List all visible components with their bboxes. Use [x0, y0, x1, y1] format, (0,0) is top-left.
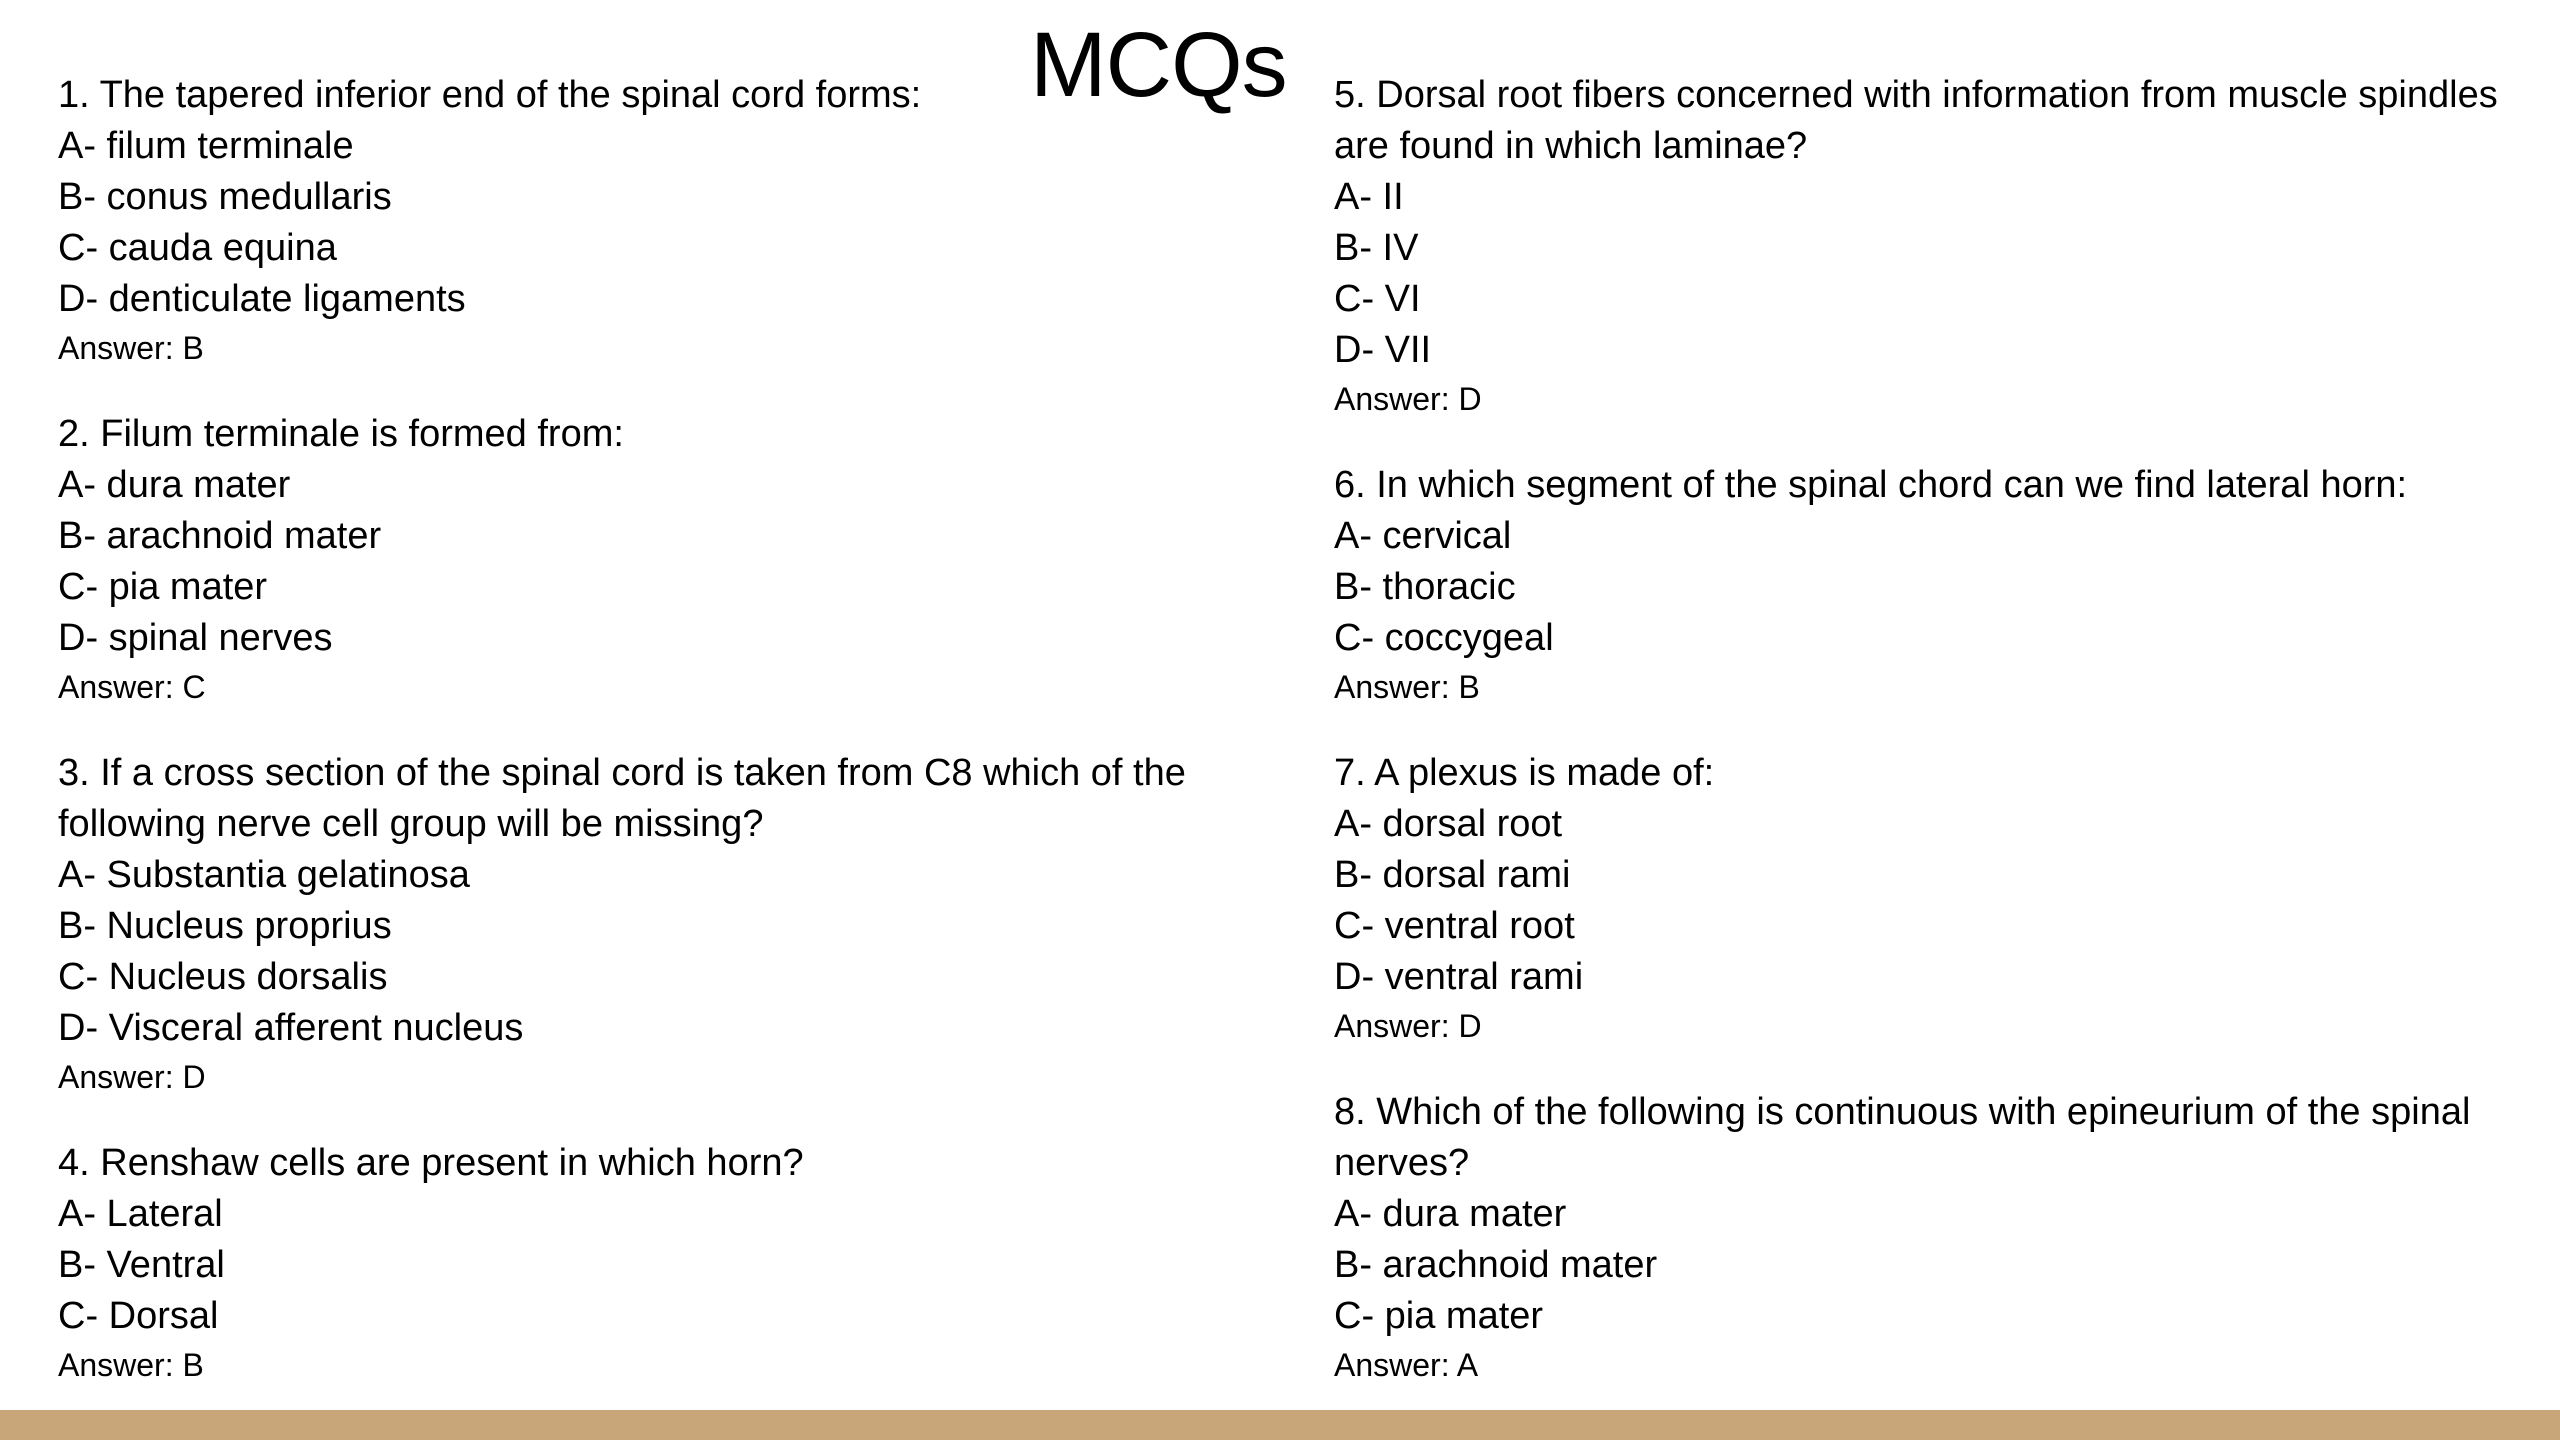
option-b: B- arachnoid mater	[1334, 1244, 1658, 1286]
option-b: B- Ventral	[58, 1244, 225, 1286]
option-d: D- spinal nerves	[58, 617, 333, 659]
option-b: B- thoracic	[1334, 566, 1516, 608]
answer-label: Answer: B	[1334, 669, 1480, 705]
question-text: 6. In which segment of the spinal chord can we find lateral horn:	[1334, 464, 2408, 506]
option-a: A- Substantia gelatinosa	[58, 854, 470, 896]
option-a: A- cervical	[1334, 515, 1512, 557]
option-b: B- conus medullaris	[58, 176, 392, 218]
question-text: 1. The tapered inferior end of the spinal cord forms:	[58, 74, 922, 116]
option-c: C- Dorsal	[58, 1295, 219, 1337]
page-title: MCQs	[1030, 14, 1287, 116]
question-text: 4. Renshaw cells are present in which horn?	[58, 1142, 804, 1184]
answer-label: Answer: D	[1334, 1008, 1482, 1044]
option-c: C- VI	[1334, 278, 1421, 320]
option-a: A- dura mater	[1334, 1193, 1567, 1235]
option-d: D- Visceral afferent nucleus	[58, 1007, 524, 1049]
answer-label: Answer: A	[1334, 1347, 1479, 1383]
question-1	[58, 70, 1278, 371]
option-a: A- II	[1334, 176, 1404, 218]
option-d: D- ventral rami	[1334, 956, 1584, 998]
option-d: D- denticulate ligaments	[58, 278, 466, 320]
question-text: 7. A plexus is made of:	[1334, 752, 1715, 794]
question-text: 2. Filum terminale is formed from:	[58, 413, 624, 455]
option-c: C- Nucleus dorsalis	[58, 956, 388, 998]
question-text: 5. Dorsal root fibers concerned with information from muscle spindles are found in which laminae?	[1334, 74, 2509, 167]
answer-label: Answer: B	[58, 330, 204, 366]
option-b: B- arachnoid mater	[58, 515, 382, 557]
answer-label: Answer: C	[58, 669, 206, 705]
option-b: B- dorsal rami	[1334, 854, 1571, 896]
option-c: C- pia mater	[1334, 1295, 1544, 1337]
option-c: C- pia mater	[58, 566, 268, 608]
option-b: B- Nucleus proprius	[58, 905, 392, 947]
answer-label: Answer: D	[58, 1059, 206, 1095]
option-a: A- Lateral	[58, 1193, 223, 1235]
option-d: D- VII	[1334, 329, 1432, 371]
option-c: C- cauda equina	[58, 227, 337, 269]
question-4	[58, 1138, 1278, 1388]
answer-label: Answer: D	[1334, 381, 1482, 417]
option-a: A- filum terminale	[58, 125, 354, 167]
question-text: 8. Which of the following is continuous with epineurium of the spinal nerves?	[1334, 1091, 2481, 1184]
questions-left-column	[58, 70, 1278, 1388]
option-c: C- coccygeal	[1334, 617, 1554, 659]
questions-right-column	[1334, 70, 2534, 1388]
option-a: A- dorsal root	[1334, 803, 1563, 845]
option-a: A- dura mater	[58, 464, 291, 506]
question-3	[58, 748, 1278, 1100]
question-8	[1334, 1087, 2534, 1388]
question-7	[1334, 748, 2534, 1049]
question-5	[1334, 70, 2534, 422]
option-c: C- ventral root	[1334, 905, 1575, 947]
question-text: 3. If a cross section of the spinal cord is taken from C8 which of the following nerve cell group will be missing?	[58, 752, 1197, 845]
answer-label: Answer: B	[58, 1347, 204, 1383]
option-b: B- IV	[1334, 227, 1419, 269]
footer-bar	[0, 1410, 2560, 1440]
question-6	[1334, 460, 2534, 710]
question-2	[58, 409, 1278, 710]
